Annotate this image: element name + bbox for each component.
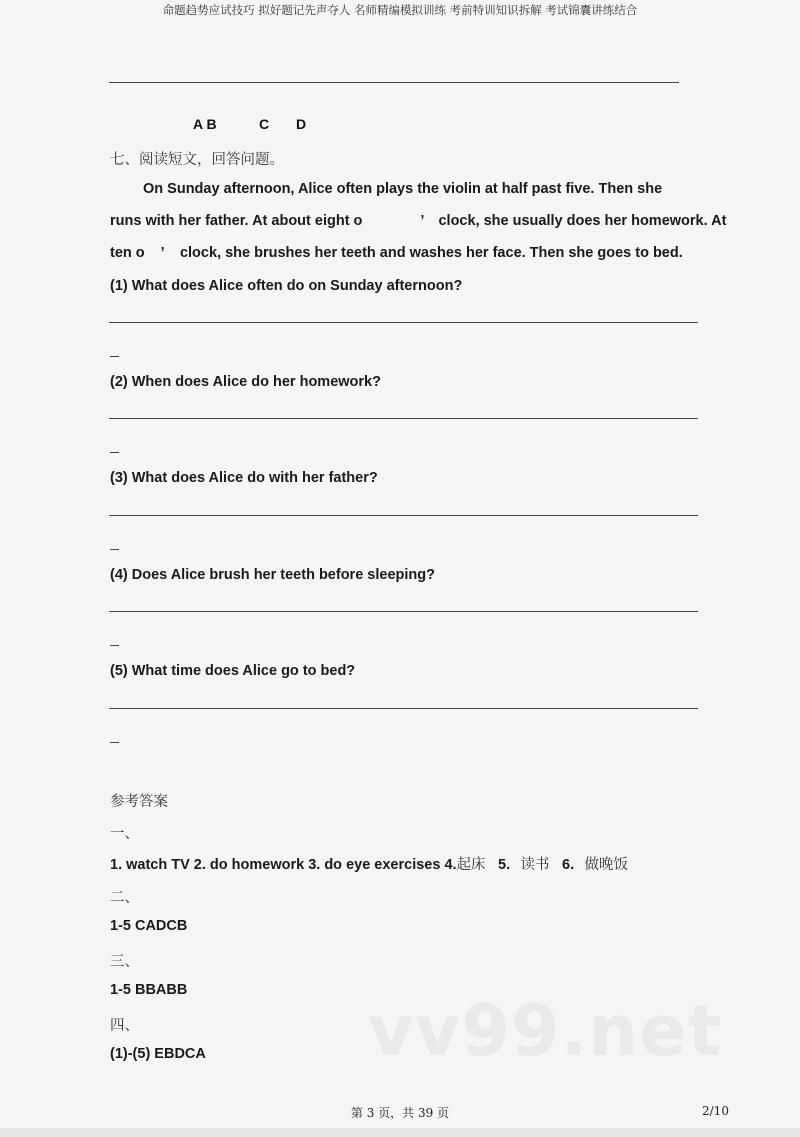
page-header: 命题趋势应试技巧 拟好题记先声夺人 名师精编模拟训练 考前特训知识拆解 考试锦囊讲练结合 — [162, 3, 638, 17]
answers-part-3: 1-5 BBABB — [110, 982, 188, 998]
option-c: C — [259, 116, 270, 132]
answer-line-4[interactable] — [109, 611, 698, 612]
answer-line-5[interactable] — [109, 708, 698, 709]
answer-dash-1 — [110, 356, 119, 357]
answers-part-1-c4: 起床 — [456, 857, 486, 873]
option-ab: A B — [193, 116, 217, 132]
passage-line-1: On Sunday afternoon, Alice often plays the violin at half past five. Then she — [143, 181, 663, 197]
answers-part-2-label: 二、 — [110, 890, 139, 906]
answer-dash-5 — [110, 742, 119, 743]
question-5: (5) What time does Alice go to bed? — [110, 663, 356, 679]
answers-part-2: 1-5 CADCB — [110, 918, 188, 934]
answers-part-3-label: 三、 — [110, 954, 139, 970]
answers-part-1 — [110, 853, 628, 874]
answers-part-4-label: 四、 — [110, 1018, 139, 1034]
answer-line-3[interactable] — [109, 515, 698, 516]
answer-dash-4 — [110, 645, 119, 646]
page-bottom-edge — [0, 1128, 800, 1137]
question-1: (1) What does Alice often do on Sunday afternoon? — [110, 278, 463, 294]
passage-apostrophe-2: ’ — [160, 245, 164, 261]
passage-line-3-c: clock, she brushes her teeth and washes her face. Then she goes to bed. — [179, 245, 683, 261]
answer-line-2[interactable] — [109, 418, 698, 419]
question-3: (3) What does Alice do with her father? — [110, 470, 378, 486]
answer-dash-2 — [110, 452, 119, 453]
watermark-logo: vv99.net — [368, 990, 723, 1072]
passage-line-3-a: ten o — [110, 245, 145, 261]
answer-line-top — [109, 82, 679, 83]
question-2: (2) When does Alice do her homework? — [110, 374, 381, 390]
section-7-title: 七、阅读短文，回答问题。 — [110, 152, 284, 168]
passage-line-2 — [110, 213, 726, 229]
answers-part-1-en: 1. watch TV 2. do homework 3. do eye exercises 4. — [110, 857, 457, 873]
passage-line-3 — [110, 245, 683, 261]
answers-part-1-c5: 读书 — [520, 857, 550, 873]
answer-dash-3 — [110, 549, 119, 550]
option-d: D — [296, 116, 307, 132]
answers-part-4: (1)-(5) EBDCA — [110, 1046, 206, 1062]
answers-part-1-c6: 做晚饭 — [584, 857, 629, 873]
passage-line-2-c: clock, she usually does her homework. At — [438, 213, 727, 229]
answers-part-1-label: 一、 — [110, 826, 139, 842]
passage-line-2-a: runs with her father. At about eight o — [110, 213, 363, 229]
answers-part-1-n5: 5. — [498, 857, 511, 873]
page-number: 第 3 页，共 39 页 — [350, 1106, 450, 1120]
answers-part-1-n6: 6. — [562, 857, 575, 873]
question-4: (4) Does Alice brush her teeth before sleeping? — [110, 567, 435, 583]
answers-title: 参考答案 — [110, 794, 168, 810]
sheet-number: 2/10 — [702, 1104, 729, 1118]
passage-apostrophe-1: ’ — [420, 213, 425, 229]
answer-line-1[interactable] — [109, 322, 698, 323]
